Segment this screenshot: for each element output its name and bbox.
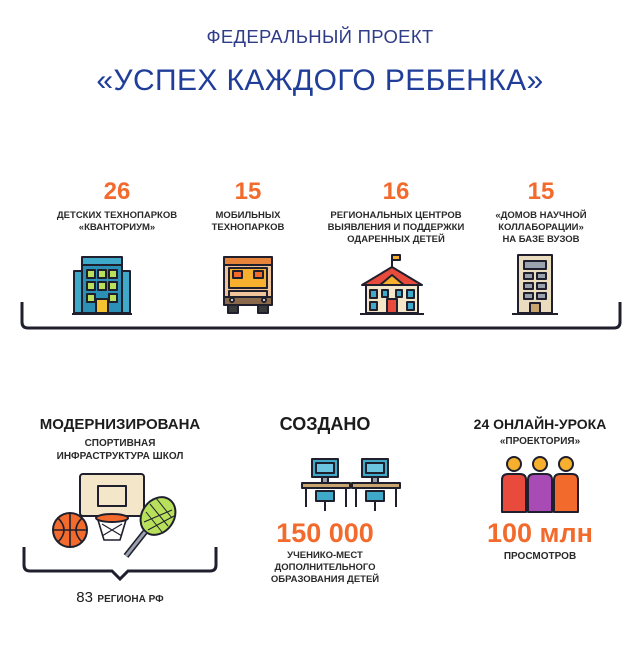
views-label: ПРОСМОТРОВ: [503, 551, 577, 562]
lessons-heading: 24 ОНЛАЙН-УРОКА: [473, 416, 607, 432]
stat-label: «ДОМОВ НАУЧНОЙ КОЛЛАБОРАЦИИ» НА БАЗЕ ВУЗОВ: [495, 210, 587, 245]
audience-people-icon: [498, 454, 582, 514]
sports-bracket: [20, 545, 220, 585]
regions-count-line: [20, 589, 220, 607]
regions-label: РЕГИОНА РФ: [97, 594, 164, 605]
created-number: 150 000: [276, 518, 374, 548]
stat-number: 26: [103, 178, 131, 205]
stat-kvantorium: [42, 178, 192, 234]
stat-label: РЕГИОНАЛЬНЫХ ЦЕНТРОВ ВЫЯВЛЕНИЯ И ПОДДЕРЖКИ ОДАРЕННЫХ ДЕТЕЙ: [327, 210, 465, 245]
stat-number: 16: [382, 178, 410, 205]
regions-count: 83: [76, 589, 93, 606]
sports-subtitle: СПОРТИВНАЯ ИНФРАСТРУКТУРА ШКОЛ: [56, 438, 184, 462]
stat-label: МОБИЛЬНЫХ ТЕХНОПАРКОВ: [211, 210, 285, 233]
views-number: 100 млн: [487, 518, 593, 548]
stat-number: 15: [527, 178, 555, 205]
sports-heading: МОДЕРНИЗИРОВАНА: [39, 416, 201, 433]
lessons-subtitle: «ПРОЕКТОРИЯ»: [499, 436, 581, 447]
stats-bracket: [0, 296, 640, 336]
created-heading: СОЗДАНО: [279, 414, 371, 434]
stat-regional-centers: [316, 178, 476, 246]
stat-label: ДЕТСКИХ ТЕХНОПАРКОВ «КВАНТОРИУМ»: [56, 210, 178, 233]
stat-science-houses: [461, 178, 621, 246]
stat-mobile-technoparks: [173, 178, 323, 234]
project-title: «УСПЕХ КАЖДОГО РЕБЕНКА»: [96, 64, 544, 97]
created-subtitle: УЧЕНИКО-МЕСТ ДОПОЛНИТЕЛЬНОГО ОБРАЗОВАНИЯ ДЕТЕЙ: [270, 550, 380, 585]
project-supertitle: ФЕДЕРАЛЬНЫЙ ПРОЕКТ: [206, 26, 434, 47]
stat-number: 15: [234, 178, 262, 205]
student-desks-icon: [296, 455, 406, 515]
